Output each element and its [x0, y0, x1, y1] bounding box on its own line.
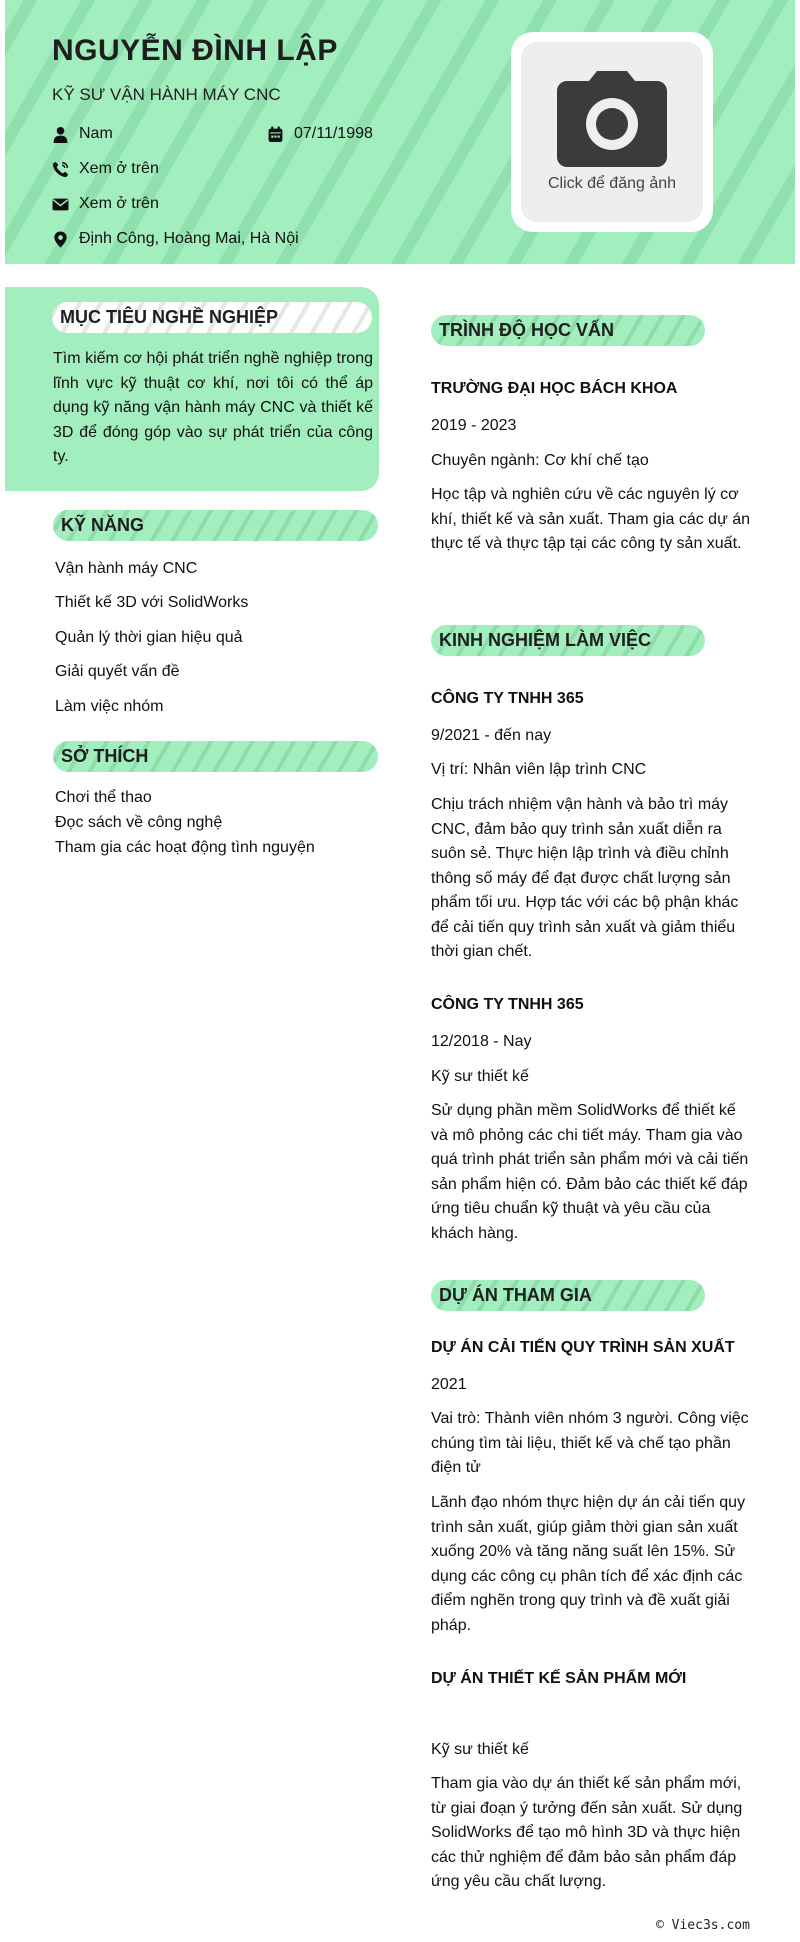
email-value: Xem ở trên — [79, 195, 159, 212]
address-value: Định Công, Hoàng Mai, Hà Nội — [79, 230, 299, 247]
project-description: Tham gia vào dự án thiết kế sản phẩm mới, từ giai đoạn ý tưởng đến sản xuất. Sử dụng SolidWorks để tạo mô hình 3D và thực hiện các thử nghiệm để đảm bảo sản phẩm đáp ứng yêu cầu chất lượng. — [431, 1775, 743, 1890]
job-period: 12/2018 - Nay — [431, 1033, 532, 1050]
education-period: 2019 - 2023 — [431, 417, 517, 434]
education-heading: TRÌNH ĐỘ HỌC VẤN — [431, 315, 705, 346]
location-pin-icon — [52, 231, 69, 248]
skill-item: Vận hành máy CNC — [55, 560, 198, 577]
project-name: DỰ ÁN THIẾT KẾ SẢN PHẨM MỚI — [431, 1670, 687, 1687]
education-description: Học tập và nghiên cứu về các nguyên lý cơ khí, thiết kế và sản xuất. Tham gia các dự án thực tế và thực tập tại các công ty sản xuất. — [431, 486, 751, 552]
hobby-item: Tham gia các hoạt động tình nguyện — [55, 839, 315, 856]
project-name: DỰ ÁN CẢI TIẾN QUY TRÌNH SẢN XUẤT — [431, 1339, 735, 1356]
experience-heading: KINH NGHIỆM LÀM VIỆC — [431, 625, 705, 656]
projects-heading: DỰ ÁN THAM GIA — [431, 1280, 705, 1311]
education-major: Chuyên ngành: Cơ khí chế tạo — [431, 452, 649, 469]
hobbies-heading: SỞ THÍCH — [53, 741, 378, 772]
job-period: 9/2021 - đến nay — [431, 727, 552, 744]
skill-item: Thiết kế 3D với SolidWorks — [55, 594, 249, 611]
hobby-item: Đọc sách về công nghệ — [55, 814, 223, 831]
hobby-item: Chơi thể thao — [55, 789, 152, 806]
job-description: Chịu trách nhiệm vận hành và bảo trì máy CNC, đảm bảo quy trình sản xuất diễn ra suôn sẻ. Thực hiện lập trình và điều chỉnh thông số máy để đạt được chất lượng sản phẩm tối ưu. Hợp tác với các bộ phận khác để cải tiến quy trình sản xuất và giảm thiểu thời gian chết. — [431, 796, 739, 960]
skill-item: Giải quyết vấn đề — [55, 663, 180, 680]
project-role: Vai trò: Thành viên nhóm 3 người. Công việc chúng tìm tài liệu, thiết kế và chế tạo phần điện tử — [431, 1410, 749, 1476]
photo-caption: Click để đăng ảnh — [547, 175, 677, 192]
objective-text: Tìm kiếm cơ hội phát triển nghề nghiệp trong lĩnh vực kỹ thuật cơ khí, nơi tôi có thể áp dụng kỹ năng vận hành máy CNC và thiết kế 3D để đóng góp vào sự phát triển của công ty. — [53, 350, 373, 465]
gender-row — [52, 125, 113, 143]
header-banner — [5, 0, 795, 264]
photo-upload[interactable] — [511, 32, 713, 232]
envelope-icon — [52, 196, 69, 213]
job-position: Kỹ sư thiết kế — [431, 1068, 529, 1085]
user-icon — [52, 126, 69, 143]
footer-credit: © Viec3s.com — [656, 1918, 750, 1933]
camera-icon — [557, 71, 667, 167]
gender-value: Nam — [79, 125, 113, 142]
skills-heading: KỸ NĂNG — [53, 510, 378, 541]
job-company: CÔNG TY TNHH 365 — [431, 690, 584, 707]
job-description: Sử dụng phần mềm SolidWorks để thiết kế và mô phỏng các chi tiết máy. Tham gia vào quá trình phát triển sản phẩm mới và cải tiến sản phẩm hiện có. Đảm bảo các thiết kế đáp ứng tiêu chuẩn kỹ thuật và yêu cầu của khách hàng. — [431, 1102, 749, 1242]
project-year: 2021 — [431, 1376, 467, 1393]
skill-item: Làm việc nhóm — [55, 698, 164, 715]
candidate-title: KỸ SƯ VẬN HÀNH MÁY CNC — [52, 85, 281, 104]
skill-item: Quản lý thời gian hiệu quả — [55, 629, 243, 646]
birthday-value: 07/11/1998 — [294, 125, 373, 142]
phone-icon — [52, 161, 69, 178]
photo-placeholder[interactable] — [521, 42, 703, 222]
phone-row — [52, 160, 159, 178]
email-row — [52, 195, 159, 213]
project-role: Kỹ sư thiết kế — [431, 1741, 529, 1758]
calendar-icon — [267, 126, 284, 143]
phone-value: Xem ở trên — [79, 160, 159, 177]
project-description: Lãnh đạo nhóm thực hiện dự án cải tiến quy trình sản xuất, giúp giảm thời gian sản xuất xuống 20% và tăng năng suất lên 15%. Sử dụng các công cụ phân tích để xác định các điểm nghẽn trong quy trình và đề xuất giải pháp. — [431, 1494, 746, 1634]
birthday-row — [267, 125, 373, 143]
address-row — [52, 230, 299, 248]
candidate-name: NGUYỄN ĐÌNH LẬP — [52, 34, 338, 67]
job-position: Vị trí: Nhân viên lập trình CNC — [431, 761, 647, 778]
objective-heading: MỤC TIÊU NGHỀ NGHIỆP — [52, 302, 372, 333]
job-company: CÔNG TY TNHH 365 — [431, 996, 584, 1013]
school-name: TRƯỜNG ĐẠI HỌC BÁCH KHOA — [431, 380, 678, 397]
